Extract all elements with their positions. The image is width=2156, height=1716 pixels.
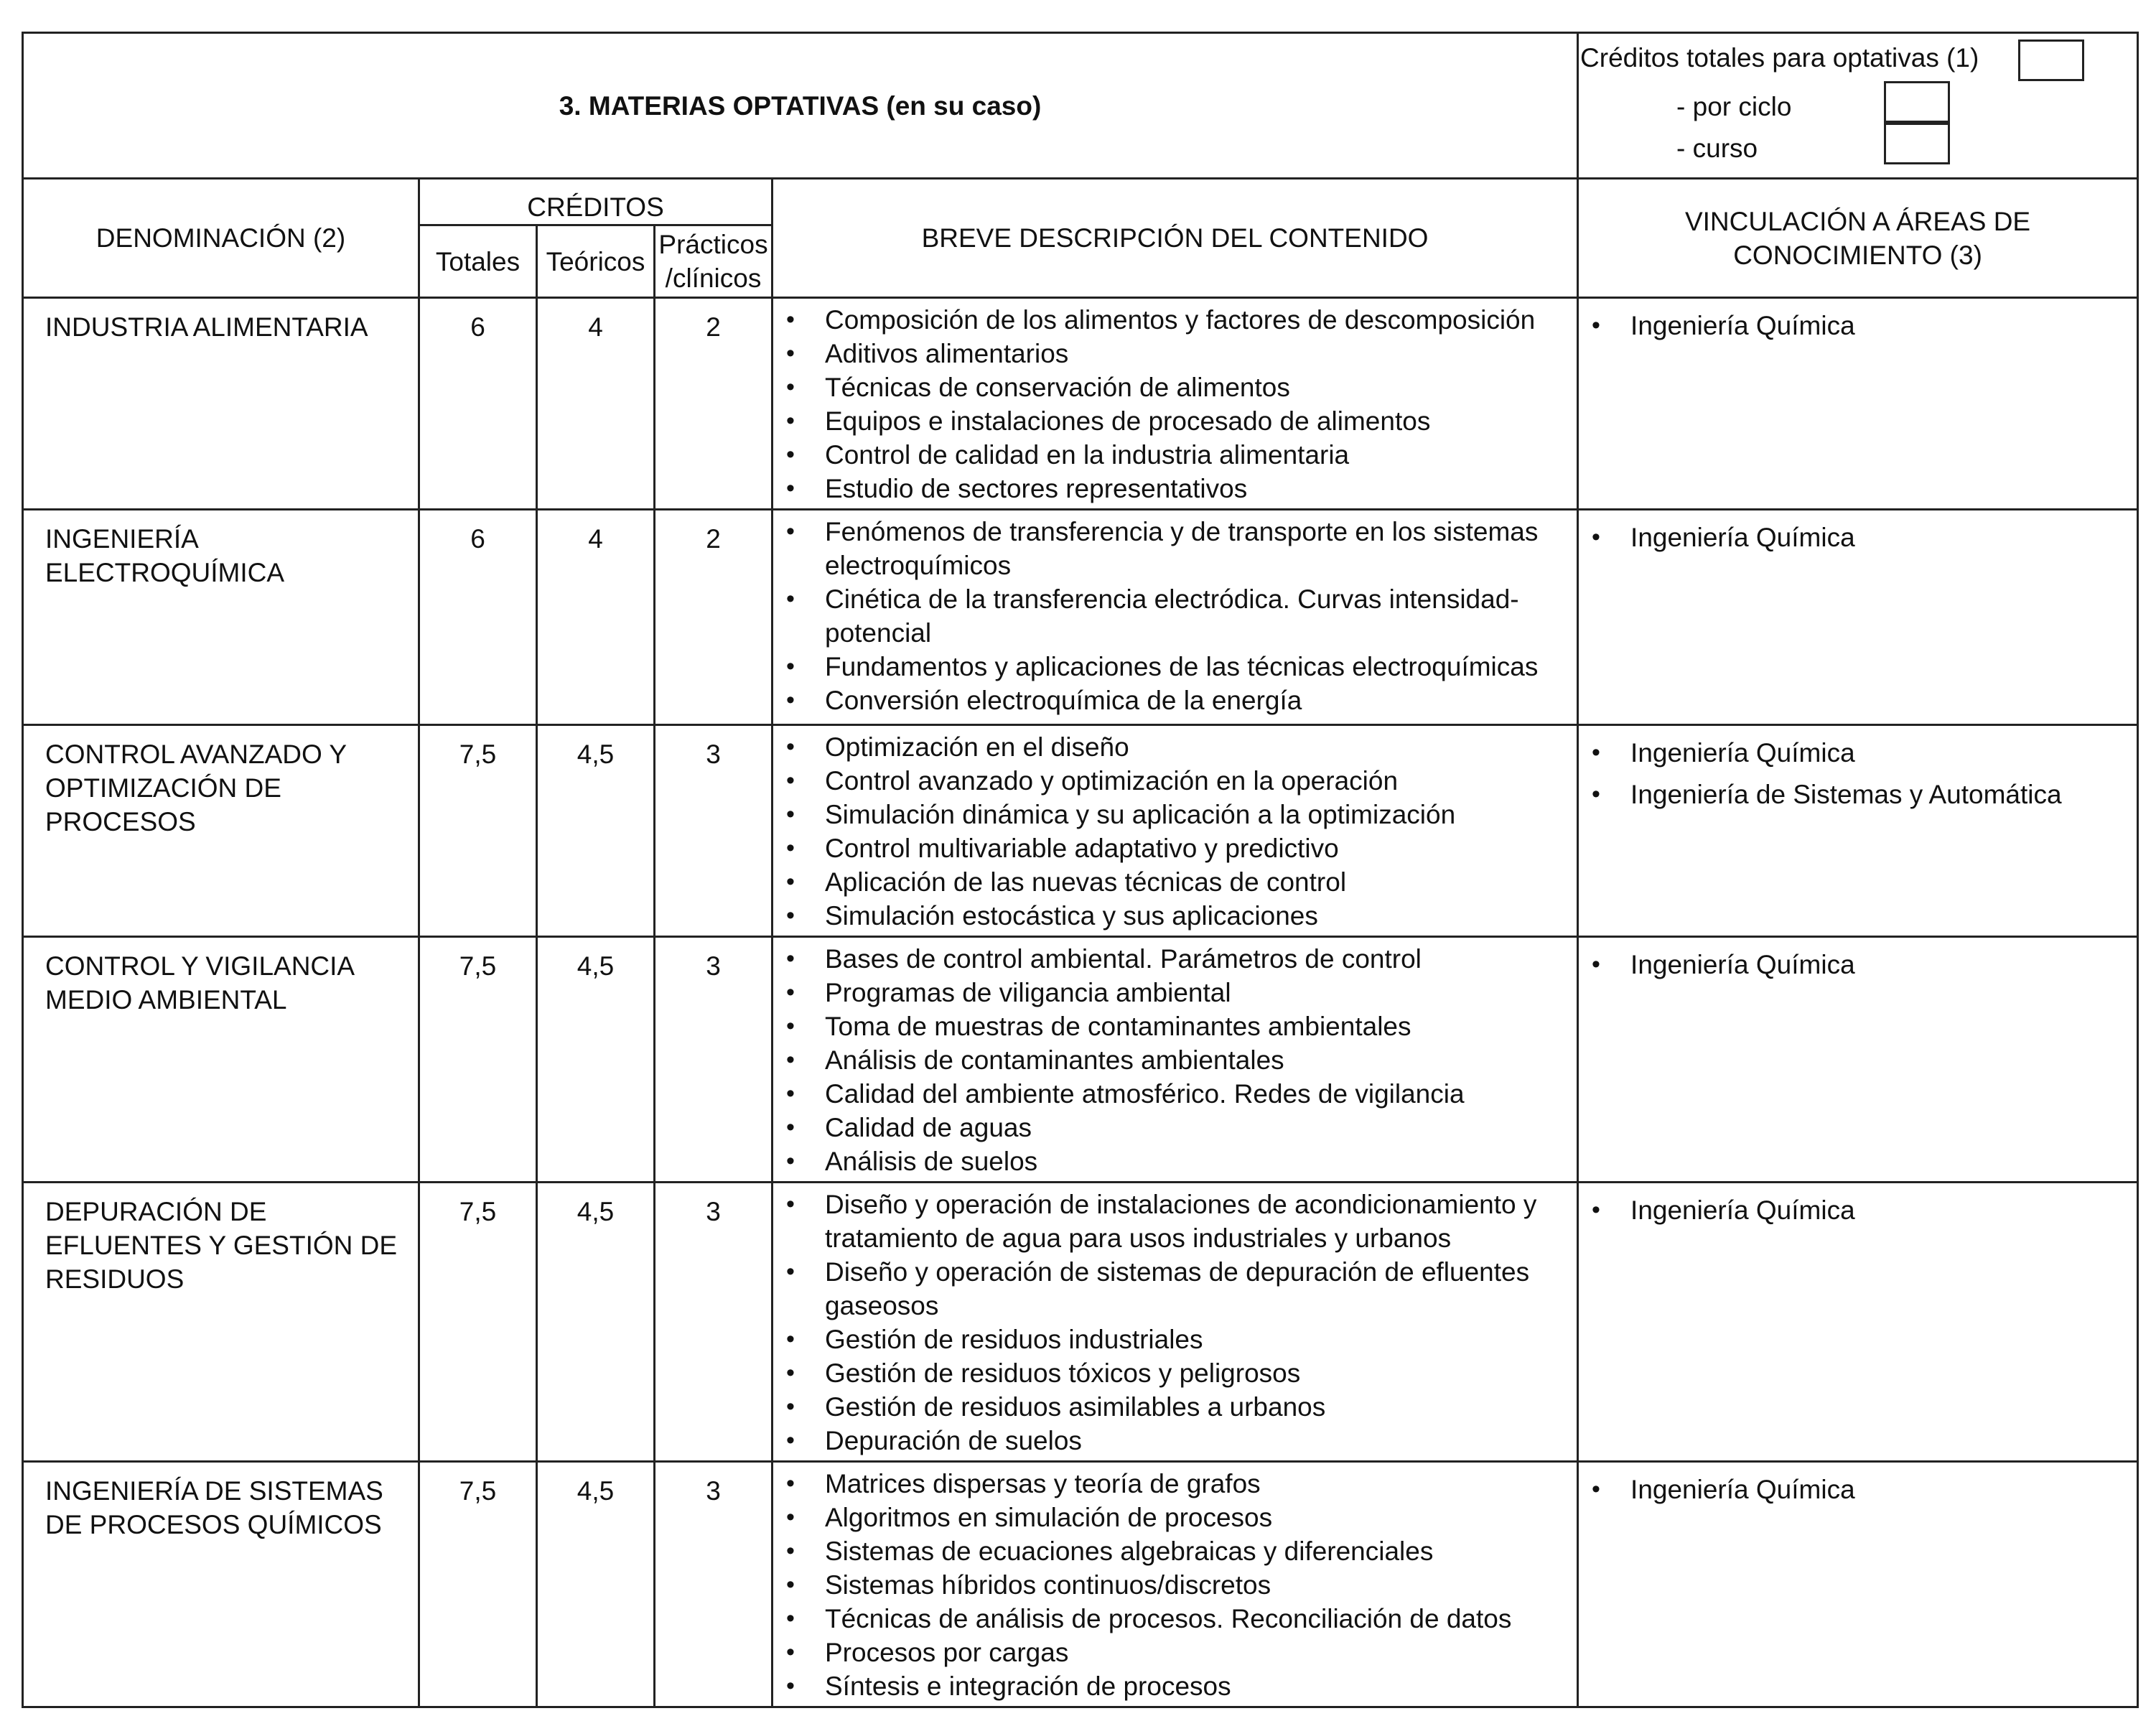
- credits-totales: 6: [419, 510, 537, 725]
- list-item: • Conversión electroquímica de la energía: [780, 684, 1572, 717]
- subject-name: DEPURACIÓN DE EFLUENTES Y GESTIÓN DE RESIDUOS: [23, 1183, 419, 1462]
- credits-totales: 6: [419, 298, 537, 510]
- knowledge-areas: [1578, 510, 2138, 725]
- list-item: • Estudio de sectores representativos: [780, 472, 1572, 505]
- list-item: • Gestión de residuos tóxicos y peligrosos: [780, 1356, 1572, 1390]
- table-row: [23, 1183, 2138, 1462]
- table-row: [23, 1462, 2138, 1707]
- subject-name: CONTROL Y VIGILANCIA MEDIO AMBIENTAL: [23, 937, 419, 1183]
- col-teoricos: Teóricos: [537, 225, 655, 298]
- credits-teoricos: 4,5: [537, 725, 655, 937]
- credits-totales: 7,5: [419, 937, 537, 1183]
- credits-teoricos: 4,5: [537, 937, 655, 1183]
- credits-totales: 7,5: [419, 1183, 537, 1462]
- per-cycle-label: - por ciclo: [1676, 92, 1792, 121]
- content-description: [773, 1183, 1578, 1462]
- content-description: [773, 725, 1578, 937]
- list-item: • Programas de viligancia ambiental: [780, 976, 1572, 1009]
- list-item: • Fundamentos y aplicaciones de las técnicas electroquímicas: [780, 650, 1572, 684]
- table-row: [23, 725, 2138, 937]
- area-item: • Ingeniería Química: [1586, 948, 2129, 981]
- header-row-1: [23, 179, 2138, 225]
- list-item: • Procesos por cargas: [780, 1636, 1572, 1669]
- content-description: [773, 937, 1578, 1183]
- credits-teoricos: 4,5: [537, 1462, 655, 1707]
- col-denominacion: DENOMINACIÓN (2): [23, 179, 419, 298]
- list-item: • Cinética de la transferencia electródica. Curvas intensidad-potencial: [780, 582, 1572, 650]
- knowledge-areas: [1578, 1462, 2138, 1707]
- title-row: [23, 33, 2138, 179]
- list-item: • Calidad del ambiente atmosférico. Redes de vigilancia: [780, 1077, 1572, 1111]
- list-item: • Aditivos alimentarios: [780, 337, 1572, 370]
- list-item: • Fenómenos de transferencia y de transporte en los sistemas electroquímicos: [780, 515, 1572, 582]
- total-credits-cell: [1578, 33, 2138, 179]
- per-cycle-box[interactable]: [1884, 81, 1950, 123]
- knowledge-areas: [1578, 298, 2138, 510]
- area-item: • Ingeniería Química: [1586, 521, 2129, 554]
- course-label: - curso: [1676, 134, 1758, 163]
- area-item: • Ingeniería Química: [1586, 1193, 2129, 1227]
- credits-practicos: 3: [655, 725, 773, 937]
- list-item: • Control multivariable adaptativo y predictivo: [780, 831, 1572, 865]
- list-item: • Optimización en el diseño: [780, 730, 1572, 764]
- section-title: 3. MATERIAS OPTATIVAS (en su caso): [23, 33, 1578, 179]
- credits-practicos: 2: [655, 510, 773, 725]
- content-description: [773, 1462, 1578, 1707]
- list-item: • Sistemas híbridos continuos/discretos: [780, 1568, 1572, 1602]
- credits-totales: 7,5: [419, 1462, 537, 1707]
- list-item: • Aplicación de las nuevas técnicas de control: [780, 865, 1572, 899]
- credits-totales: 7,5: [419, 725, 537, 937]
- list-item: • Sistemas de ecuaciones algebraicas y diferenciales: [780, 1534, 1572, 1568]
- table-row: [23, 937, 2138, 1183]
- credits-teoricos: 4,5: [537, 1183, 655, 1462]
- list-item: • Toma de muestras de contaminantes ambientales: [780, 1009, 1572, 1043]
- list-item: • Síntesis e integración de procesos: [780, 1669, 1572, 1703]
- list-item: • Equipos e instalaciones de procesado de alimentos: [780, 404, 1572, 438]
- credits-practicos: 2: [655, 298, 773, 510]
- subject-name: INGENIERÍA ELECTROQUÍMICA: [23, 510, 419, 725]
- col-totales: Totales: [419, 225, 537, 298]
- col-vinculacion: VINCULACIÓN A ÁREAS DE CONOCIMIENTO (3): [1578, 179, 2138, 298]
- credits-practicos: 3: [655, 937, 773, 1183]
- knowledge-areas: [1578, 937, 2138, 1183]
- area-item: • Ingeniería Química: [1586, 736, 2129, 770]
- credits-teoricos: 4: [537, 510, 655, 725]
- list-item: • Simulación dinámica y su aplicación a la optimización: [780, 798, 1572, 831]
- list-item: • Simulación estocástica y sus aplicaciones: [780, 899, 1572, 933]
- area-item: • Ingeniería Química: [1586, 309, 2129, 342]
- list-item: • Técnicas de conservación de alimentos: [780, 370, 1572, 404]
- list-item: • Gestión de residuos asimilables a urbanos: [780, 1390, 1572, 1424]
- knowledge-areas: [1578, 725, 2138, 937]
- list-item: • Técnicas de análisis de procesos. Reconciliación de datos: [780, 1602, 1572, 1636]
- content-description: [773, 510, 1578, 725]
- total-credits-box[interactable]: [2018, 39, 2084, 81]
- content-description: [773, 298, 1578, 510]
- col-practicos: Prácticos /clínicos: [655, 225, 773, 298]
- knowledge-areas: [1578, 1183, 2138, 1462]
- list-item: • Diseño y operación de sistemas de depuración de efluentes gaseosos: [780, 1255, 1572, 1323]
- credits-practicos: 3: [655, 1183, 773, 1462]
- list-item: • Control de calidad en la industria alimentaria: [780, 438, 1572, 472]
- subject-name: INGENIERÍA DE SISTEMAS DE PROCESOS QUÍMICOS: [23, 1462, 419, 1707]
- credits-practicos: 3: [655, 1462, 773, 1707]
- course-box[interactable]: [1884, 123, 1950, 164]
- list-item: • Gestión de residuos industriales: [780, 1323, 1572, 1356]
- list-item: • Depuración de suelos: [780, 1424, 1572, 1458]
- list-item: • Matrices dispersas y teoría de grafos: [780, 1467, 1572, 1501]
- list-item: • Análisis de contaminantes ambientales: [780, 1043, 1572, 1077]
- area-item: • Ingeniería Química: [1586, 1473, 2129, 1506]
- subject-name: INDUSTRIA ALIMENTARIA: [23, 298, 419, 510]
- subject-name: CONTROL AVANZADO Y OPTIMIZACIÓN DE PROCESOS: [23, 725, 419, 937]
- list-item: • Bases de control ambiental. Parámetros de control: [780, 942, 1572, 976]
- table-row: [23, 298, 2138, 510]
- table-row: [23, 510, 2138, 725]
- list-item: • Análisis de suelos: [780, 1144, 1572, 1178]
- list-item: • Calidad de aguas: [780, 1111, 1572, 1144]
- credits-teoricos: 4: [537, 298, 655, 510]
- area-item: • Ingeniería de Sistemas y Automática: [1586, 778, 2129, 811]
- total-credits-label: Créditos totales para optativas (1): [1580, 43, 1979, 73]
- list-item: • Composición de los alimentos y factores de descomposición: [780, 303, 1572, 337]
- list-item: • Control avanzado y optimización en la operación: [780, 764, 1572, 798]
- col-creditos: CRÉDITOS: [419, 179, 773, 225]
- optional-subjects-form: [22, 32, 2137, 1708]
- col-descripcion: BREVE DESCRIPCIÓN DEL CONTENIDO: [773, 179, 1578, 298]
- list-item: • Algoritmos en simulación de procesos: [780, 1501, 1572, 1534]
- optional-subjects-table: [22, 32, 2139, 1708]
- list-item: • Diseño y operación de instalaciones de acondicionamiento y tratamiento de agua para usos industriales y urbanos: [780, 1188, 1572, 1255]
